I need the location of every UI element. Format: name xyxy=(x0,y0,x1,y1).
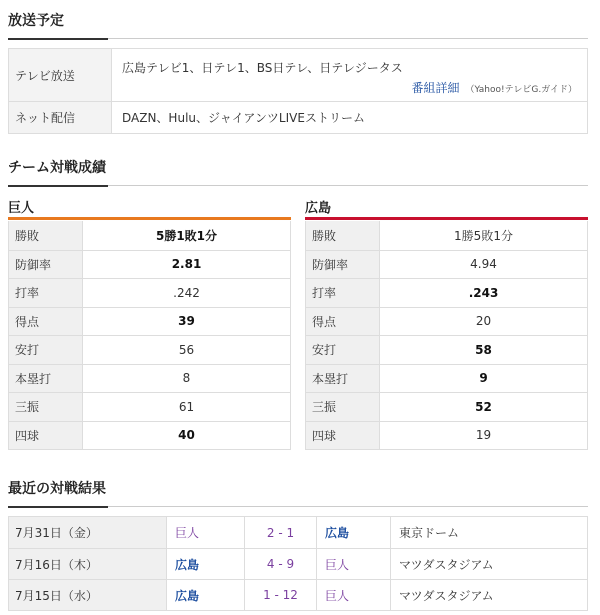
stat-label: 安打 xyxy=(9,336,83,364)
result-venue: マツダスタジアム xyxy=(399,557,494,572)
result-row xyxy=(9,579,587,610)
result-row xyxy=(9,548,587,579)
team-bar-carp xyxy=(305,217,588,220)
net-stream-row xyxy=(9,101,587,133)
stat-label: 三振 xyxy=(306,393,380,421)
recent-results-section-title: 最近の対戦結果 xyxy=(8,481,106,497)
stat-row xyxy=(306,221,587,250)
result-away-team[interactable]: 広島 xyxy=(325,526,350,540)
stat-value: .243 xyxy=(468,285,499,300)
team-name-giants: 巨人 xyxy=(8,201,35,216)
stat-value: 9 xyxy=(479,371,488,386)
stat-value: 39 xyxy=(178,314,195,329)
result-venue: 東京ドーム xyxy=(399,526,460,540)
stat-value: 58 xyxy=(475,342,492,357)
stat-row xyxy=(306,250,587,279)
stat-row xyxy=(306,364,587,393)
stat-row xyxy=(9,364,290,393)
result-venue: マツダスタジアム xyxy=(399,588,494,603)
result-home-team[interactable]: 広島 xyxy=(175,557,200,572)
result-date-cell xyxy=(9,549,167,579)
result-away-team-cell xyxy=(317,580,391,610)
stat-row xyxy=(9,221,290,250)
team-stats-title-rule xyxy=(8,185,588,186)
result-score-cell xyxy=(245,549,317,579)
stat-row xyxy=(306,421,587,450)
result-score[interactable]: 1 - 12 xyxy=(263,588,298,602)
stat-value: 20 xyxy=(475,314,492,329)
broadcast-table xyxy=(8,48,588,134)
result-away-team[interactable]: 巨人 xyxy=(325,588,350,603)
stat-row xyxy=(9,392,290,421)
result-home-team-cell xyxy=(167,517,245,548)
result-venue-cell xyxy=(391,580,587,610)
stat-row xyxy=(306,392,587,421)
result-away-team-cell xyxy=(317,517,391,548)
stat-label: 得点 xyxy=(306,308,380,336)
tv-broadcast-value-cell xyxy=(112,49,587,101)
result-score[interactable]: 2 - 1 xyxy=(266,525,295,540)
result-away-team[interactable]: 巨人 xyxy=(325,557,350,572)
broadcast-section-title: 放送予定 xyxy=(8,13,64,29)
tv-broadcast-label: テレビ放送 xyxy=(9,49,112,101)
result-score-cell xyxy=(245,517,317,548)
stat-label: 四球 xyxy=(306,422,380,450)
result-date: 7月15日（水） xyxy=(15,588,98,603)
result-away-team-cell xyxy=(317,549,391,579)
result-venue-cell xyxy=(391,549,587,579)
result-date: 7月31日（金） xyxy=(15,526,98,540)
team-stats-section-title: チーム対戦成績 xyxy=(8,160,106,176)
result-date-cell xyxy=(9,517,167,548)
stat-label: 本塁打 xyxy=(306,365,380,393)
stat-label: 三振 xyxy=(9,393,83,421)
stat-value: 52 xyxy=(475,399,492,414)
stat-row xyxy=(306,278,587,307)
result-score[interactable]: 4 - 9 xyxy=(266,557,295,571)
stat-label: 得点 xyxy=(9,308,83,336)
stat-row xyxy=(306,307,587,336)
stat-row xyxy=(306,335,587,364)
stat-row xyxy=(9,335,290,364)
stat-label: 本塁打 xyxy=(9,365,83,393)
stat-value: 4.94 xyxy=(470,257,497,272)
stat-label: 打率 xyxy=(306,279,380,307)
stat-value: 40 xyxy=(178,428,195,443)
recent-results-title-rule xyxy=(8,506,588,507)
stat-label: 勝敗 xyxy=(9,221,83,250)
result-date: 7月16日（木） xyxy=(15,557,98,572)
stat-table-giants xyxy=(8,221,291,450)
result-home-team[interactable]: 巨人 xyxy=(175,526,200,540)
result-date-cell xyxy=(9,580,167,610)
team-name-carp: 広島 xyxy=(305,201,332,216)
stat-label: 四球 xyxy=(9,422,83,450)
program-detail-note: （Yahoo!テレビG.ガイド） xyxy=(465,85,577,95)
stat-value: 8 xyxy=(182,371,191,386)
result-score-cell xyxy=(245,580,317,610)
stat-value: 56 xyxy=(178,342,195,357)
stat-value: 5勝1敗1分 xyxy=(155,228,218,243)
tv-channels: 広島テレビ1、日テレ1、BS日テレ、日テレジータス xyxy=(122,61,403,75)
result-row xyxy=(9,517,587,548)
stat-row xyxy=(9,250,290,279)
stat-label: 防御率 xyxy=(9,251,83,279)
result-home-team-cell xyxy=(167,580,245,610)
stat-label: 打率 xyxy=(9,279,83,307)
result-home-team-cell xyxy=(167,549,245,579)
stat-label: 勝敗 xyxy=(306,221,380,250)
net-stream-label: ネット配信 xyxy=(9,102,112,133)
stat-row xyxy=(9,278,290,307)
tv-broadcast-row xyxy=(9,49,587,101)
program-detail xyxy=(412,79,578,96)
stat-value: 19 xyxy=(475,428,492,443)
stat-label: 防御率 xyxy=(306,251,380,279)
stat-label: 安打 xyxy=(306,336,380,364)
stat-table-carp xyxy=(305,221,588,450)
program-detail-link[interactable]: 番組詳細 xyxy=(411,81,460,95)
team-bar-giants xyxy=(8,217,291,220)
stat-value: 1勝5敗1分 xyxy=(454,228,513,243)
broadcast-title-rule xyxy=(8,38,588,39)
stat-value: 61 xyxy=(178,399,195,414)
stat-value: 2.81 xyxy=(171,257,202,272)
result-venue-cell xyxy=(391,517,587,548)
result-home-team[interactable]: 広島 xyxy=(175,588,200,603)
net-stream-value: DAZN、Hulu、ジャイアンツLIVEストリーム xyxy=(122,111,365,125)
recent-results-table xyxy=(8,516,588,611)
stat-row xyxy=(9,307,290,336)
stat-row xyxy=(9,421,290,450)
stat-value: .242 xyxy=(173,285,200,300)
